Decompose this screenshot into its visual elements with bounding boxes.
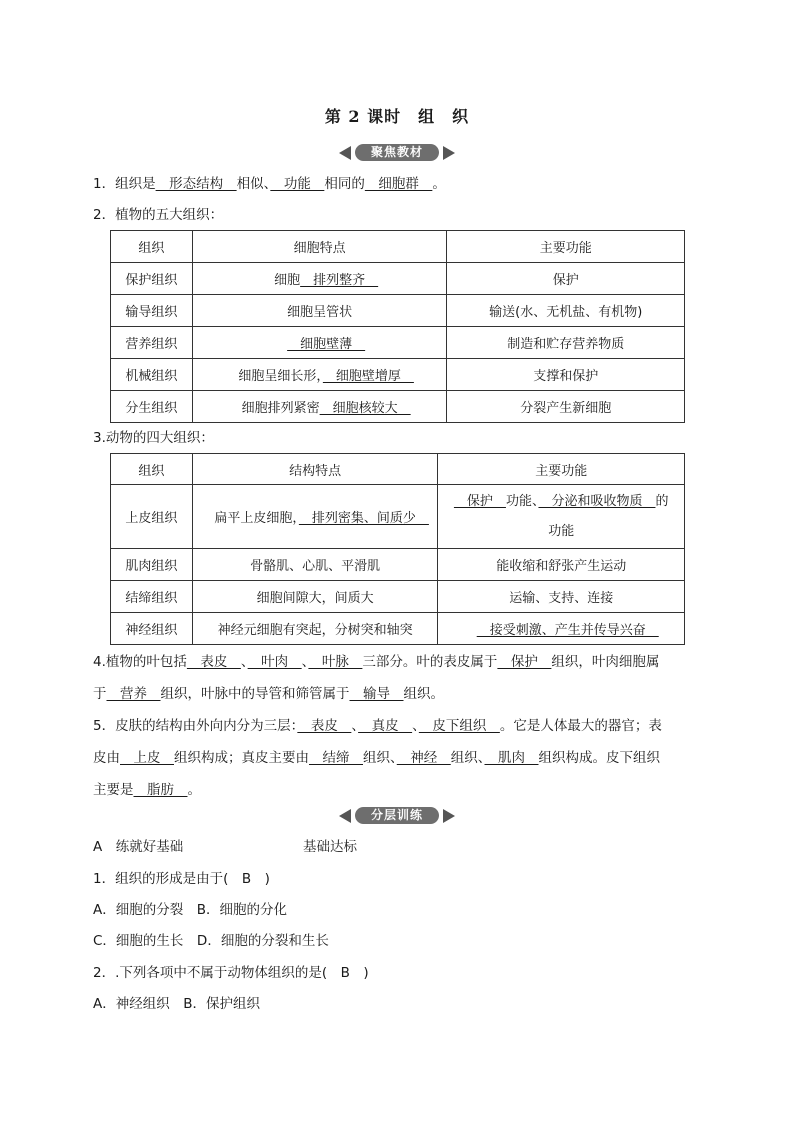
q1-blank-1: 形态结构	[155, 176, 237, 192]
feature-blank: 细胞壁增厚	[322, 369, 414, 384]
function-blank: 保护	[453, 493, 506, 509]
q5-blank: 神经	[396, 750, 451, 766]
table-row	[111, 391, 685, 423]
question-4	[93, 646, 703, 710]
tissue-name: 营养组织	[111, 327, 193, 359]
header-cell: 细胞特点	[192, 231, 447, 263]
q4-text: 、	[240, 654, 248, 670]
q5-text: 、	[412, 718, 419, 734]
q5-blank: 表皮	[297, 718, 352, 734]
q4-blank: 叶脉	[308, 654, 363, 670]
function-blank: 分泌和吸收物质	[538, 493, 656, 509]
q5-line-2	[93, 742, 703, 774]
q4-line-1	[93, 646, 703, 678]
tissue-name: 机械组织	[111, 359, 193, 391]
q5-text: 组织、	[363, 750, 397, 766]
q4-blank: 输导	[349, 686, 404, 702]
structure-feature: 神经元细胞有突起，分树突和轴突	[192, 613, 438, 645]
feature-blank: 细胞核较大	[319, 401, 411, 416]
q4-text: 组织，叶脉中的导管和筛管属于	[160, 686, 350, 702]
arrow-right-icon	[443, 146, 455, 160]
function-text: 功能、	[505, 493, 539, 509]
q1-text: 1．组织是	[93, 176, 156, 192]
q4-text: 、	[301, 654, 309, 670]
feature-blank: 排列整齐	[300, 273, 379, 288]
structure-feature	[192, 485, 438, 549]
q4-text: 于	[93, 686, 107, 702]
q5-blank: 肌肉	[484, 750, 539, 766]
tissue-function: 支撑和保护	[447, 359, 685, 391]
banner-label: 聚焦教材	[355, 144, 439, 161]
q4-line-2	[93, 678, 703, 710]
q4-blank: 叶肉	[247, 654, 302, 670]
tissue-name: 输导组织	[111, 295, 193, 327]
function-text: 的	[655, 493, 669, 509]
exercise-1-options-ab: A．细胞的分裂 B．细胞的分化	[93, 902, 287, 918]
q5-text: 主要是	[93, 782, 134, 798]
tissue-function: 分裂产生新细胞	[447, 391, 685, 423]
q5-blank: 脂肪	[133, 782, 188, 798]
q4-text: 三部分。叶的表皮属于	[362, 654, 498, 670]
q4-blank: 保护	[497, 654, 552, 670]
q5-text: 组织构成。皮下组织	[538, 750, 660, 766]
plant-tissue-table	[110, 230, 685, 423]
question-2-label: 2．植物的五大组织：	[93, 207, 224, 223]
q5-blank: 结缔	[309, 750, 363, 766]
q5-blank: 真皮	[358, 718, 413, 734]
q1-text: 相同的	[324, 176, 365, 192]
table-row	[111, 295, 685, 327]
arrow-left-icon	[339, 809, 351, 823]
tissue-function: 接受刺激、产生并传导兴奋	[438, 613, 685, 645]
header-cell: 主要功能	[438, 454, 685, 485]
tissue-name: 肌肉组织	[111, 549, 193, 581]
exercise-2-stem: 2．.下列各项中不属于动物体组织的是( B )	[93, 965, 369, 981]
q5-line-1	[93, 710, 703, 742]
cell-feature	[192, 327, 447, 359]
section-banner-focus	[0, 144, 794, 162]
q5-line-3	[93, 774, 703, 806]
tissue-name: 结缔组织	[111, 581, 193, 613]
table-row	[111, 359, 685, 391]
table-row	[111, 327, 685, 359]
tissue-function: 能收缩和舒张产生运动	[438, 549, 685, 581]
table-row	[111, 485, 685, 549]
q1-text: 相似、	[236, 176, 271, 192]
feature-blank: 排列密集、间质少	[298, 511, 429, 526]
tissue-function: 运输、支持、连接	[438, 581, 685, 613]
tissue-name: 保护组织	[111, 263, 193, 295]
function-line	[442, 487, 680, 517]
tissue-name: 上皮组织	[111, 485, 193, 549]
table-row	[111, 613, 685, 645]
table-row	[111, 549, 685, 581]
table-row	[111, 581, 685, 613]
feature-text: 扁平上皮细胞，	[214, 511, 299, 526]
q5-text: 。它是人体最大的器官；表	[499, 718, 662, 734]
tissue-function: 输送(水、无机盐、有机物)	[447, 295, 685, 327]
feature-text: 细胞	[274, 273, 301, 288]
banner-label: 分层训练	[355, 807, 439, 824]
tissue-function	[438, 485, 685, 549]
exercise-1-stem: 1．组织的形成是由于( B )	[93, 871, 270, 887]
exercise-1-options-cd: C．细胞的生长 D．细胞的分裂和生长	[93, 933, 329, 949]
table-header-row	[111, 454, 685, 485]
section-a-right: 基础达标	[303, 839, 357, 855]
function-line: 功能	[548, 523, 575, 539]
lesson-title: 第 2 课时 组 织	[324, 107, 470, 126]
header-cell: 组织	[111, 454, 193, 485]
structure-feature: 细胞间隙大，间质大	[192, 581, 438, 613]
q5-text: 5．皮肤的结构由外向内分为三层：	[93, 718, 298, 734]
header-cell: 组织	[111, 231, 193, 263]
feature-text: 细胞呈细长形，	[238, 369, 323, 384]
question-5	[93, 710, 703, 806]
cell-feature	[192, 391, 447, 423]
q5-text: 。	[187, 782, 201, 798]
cell-feature	[192, 359, 447, 391]
q5-text: 皮由	[93, 750, 120, 766]
q1-blank-2: 功能	[270, 176, 325, 192]
cell-feature: 细胞呈管状	[192, 295, 447, 327]
cell-feature	[192, 263, 447, 295]
q4-text: 组织，叶肉细胞属	[551, 654, 660, 670]
section-a-left: A 练就好基础	[93, 839, 184, 855]
q4-blank: 营养	[106, 686, 161, 702]
q1-blank-3: 细胞群	[364, 176, 433, 192]
structure-feature: 骨骼肌、心肌、平滑肌	[192, 549, 438, 581]
question-3-label: 3.动物的四大组织：	[93, 430, 214, 446]
section-a-heading	[93, 838, 703, 856]
tissue-name: 神经组织	[111, 613, 193, 645]
q5-blank: 上皮	[120, 750, 174, 766]
q5-text: 、	[351, 718, 359, 734]
animal-tissue-table	[110, 453, 685, 645]
q4-text: 组织。	[403, 686, 444, 702]
feature-blank: 细胞壁薄	[287, 337, 366, 352]
tissue-function: 制造和贮存营养物质	[447, 327, 685, 359]
table-header-row	[111, 231, 685, 263]
q5-text: 组织、	[450, 750, 485, 766]
exercise-2-options-ab: A．神经组织 B．保护组织	[93, 996, 260, 1012]
arrow-left-icon	[339, 146, 351, 160]
tissue-function: 保护	[447, 263, 685, 295]
q5-text: 组织构成；真皮主要由	[174, 750, 309, 766]
question-1	[93, 175, 703, 193]
q4-blank: 表皮	[186, 654, 241, 670]
section-banner-practice	[0, 807, 794, 825]
tissue-name: 分生组织	[111, 391, 193, 423]
header-cell: 主要功能	[447, 231, 685, 263]
header-cell: 结构特点	[192, 454, 438, 485]
feature-text: 细胞排列紧密	[241, 401, 320, 416]
arrow-right-icon	[443, 809, 455, 823]
table-row	[111, 263, 685, 295]
q1-text: 。	[432, 176, 446, 192]
q5-blank: 皮下组织	[418, 718, 500, 734]
q4-text: 4.植物的叶包括	[93, 654, 187, 670]
